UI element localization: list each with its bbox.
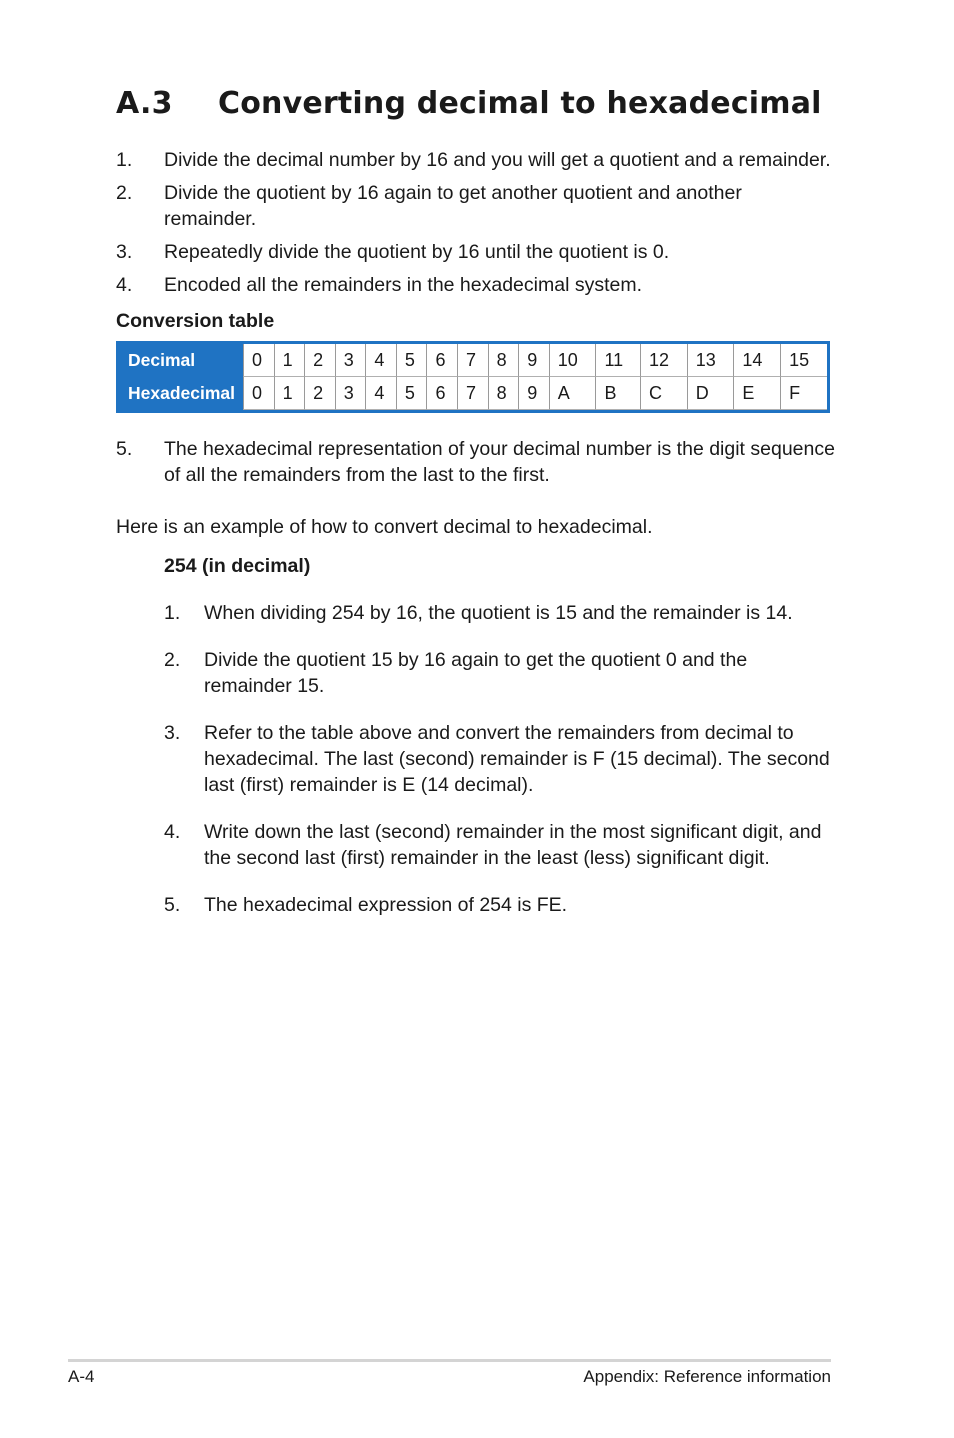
table-cell: 2 — [304, 377, 335, 410]
steps-list — [116, 147, 836, 305]
step-text: The hexadecimal expression of 254 is FE. — [204, 894, 568, 916]
step-item — [116, 239, 836, 265]
example-step-item — [164, 600, 836, 626]
table-cell: 14 — [733, 344, 780, 377]
step-text: Repeatedly divide the quotient by 16 until the quotient is 0. — [164, 241, 670, 263]
step-number: 5. — [116, 438, 133, 460]
section-number: A.3 — [116, 86, 173, 121]
step-number: 2. — [164, 649, 181, 671]
table-cell: 4 — [365, 377, 396, 410]
table-cell: C — [640, 377, 687, 410]
table-cell: 11 — [595, 344, 640, 377]
table-cell: 3 — [335, 377, 366, 410]
table-cell: D — [687, 377, 734, 410]
decimal-row — [119, 344, 827, 377]
decimal-row-header: Decimal — [119, 344, 243, 377]
step-number: 2. — [116, 182, 133, 204]
conversion-table-label: Conversion table — [116, 310, 275, 332]
table-cell: 9 — [518, 344, 549, 377]
step-text: Write down the last (second) remainder in the most significant digit, and the second last (first) remainder in the least (less) significant digit. — [204, 821, 822, 869]
step-number: 1. — [164, 602, 181, 624]
step-5-block — [116, 436, 836, 495]
table-cell: 2 — [304, 344, 335, 377]
example-steps-list — [164, 600, 836, 939]
table-cell: A — [549, 377, 596, 410]
table-cell: 4 — [365, 344, 396, 377]
example-step-item — [164, 720, 836, 798]
step-item — [116, 147, 836, 173]
example-title: 254 (in decimal) — [164, 555, 311, 577]
table-cell: 8 — [488, 344, 519, 377]
hexadecimal-row — [119, 377, 827, 410]
example-step-item — [164, 819, 836, 871]
step-number: 5. — [164, 894, 181, 916]
table-cell: 7 — [457, 377, 488, 410]
table-cell: 8 — [488, 377, 519, 410]
table-cell: E — [733, 377, 780, 410]
step-number: 3. — [164, 722, 181, 744]
table-cell: 1 — [274, 344, 305, 377]
example-step-item — [164, 647, 836, 699]
example-intro: Here is an example of how to convert decimal to hexadecimal. — [116, 516, 653, 538]
step-item — [116, 436, 836, 488]
table-cell: 12 — [640, 344, 687, 377]
step-text: Refer to the table above and convert the remainders from decimal to hexadecimal. The last (second) remainder is F (15 decimal). The second last (first) remainder is E (14 decimal). — [204, 722, 830, 796]
hexadecimal-row-header: Hexadecimal — [119, 377, 243, 410]
table-cell: 5 — [396, 344, 427, 377]
table-cell: 1 — [274, 377, 305, 410]
step-number: 4. — [164, 821, 181, 843]
table-cell: 5 — [396, 377, 427, 410]
step-number: 3. — [116, 241, 133, 263]
table-cell: 0 — [243, 344, 274, 377]
table-cell: 6 — [426, 377, 457, 410]
table-cell: 9 — [518, 377, 549, 410]
section-title-text: Converting decimal to hexadecimal — [218, 86, 822, 121]
conversion-table — [116, 341, 830, 413]
step-text: Encoded all the remainders in the hexadecimal system. — [164, 274, 642, 296]
table-cell: 10 — [549, 344, 596, 377]
table-cell: 3 — [335, 344, 366, 377]
step-number: 4. — [116, 274, 133, 296]
table-cell: B — [595, 377, 640, 410]
step-text: When dividing 254 by 16, the quotient is 15 and the remainder is 14. — [204, 602, 793, 624]
step-text: The hexadecimal representation of your decimal number is the digit sequence of all the remainders from the last to the first. — [164, 438, 835, 486]
table-cell: F — [780, 377, 827, 410]
step-text: Divide the quotient by 16 again to get another quotient and another remainder. — [164, 182, 742, 230]
step-item — [116, 180, 836, 232]
step-text: Divide the quotient 15 by 16 again to get the quotient 0 and the remainder 15. — [204, 649, 748, 697]
step-text: Divide the decimal number by 16 and you will get a quotient and a remainder. — [164, 149, 831, 171]
footer-chapter-title: Appendix: Reference information — [583, 1367, 831, 1386]
page-number: A-4 — [68, 1367, 95, 1386]
table-cell: 6 — [426, 344, 457, 377]
section-title — [116, 86, 822, 121]
step-item — [116, 272, 836, 298]
table-cell: 13 — [687, 344, 734, 377]
footer-divider — [68, 1359, 831, 1362]
table-cell: 15 — [780, 344, 827, 377]
table-cell: 0 — [243, 377, 274, 410]
table-cell: 7 — [457, 344, 488, 377]
example-step-item — [164, 892, 836, 918]
step-number: 1. — [116, 149, 133, 171]
